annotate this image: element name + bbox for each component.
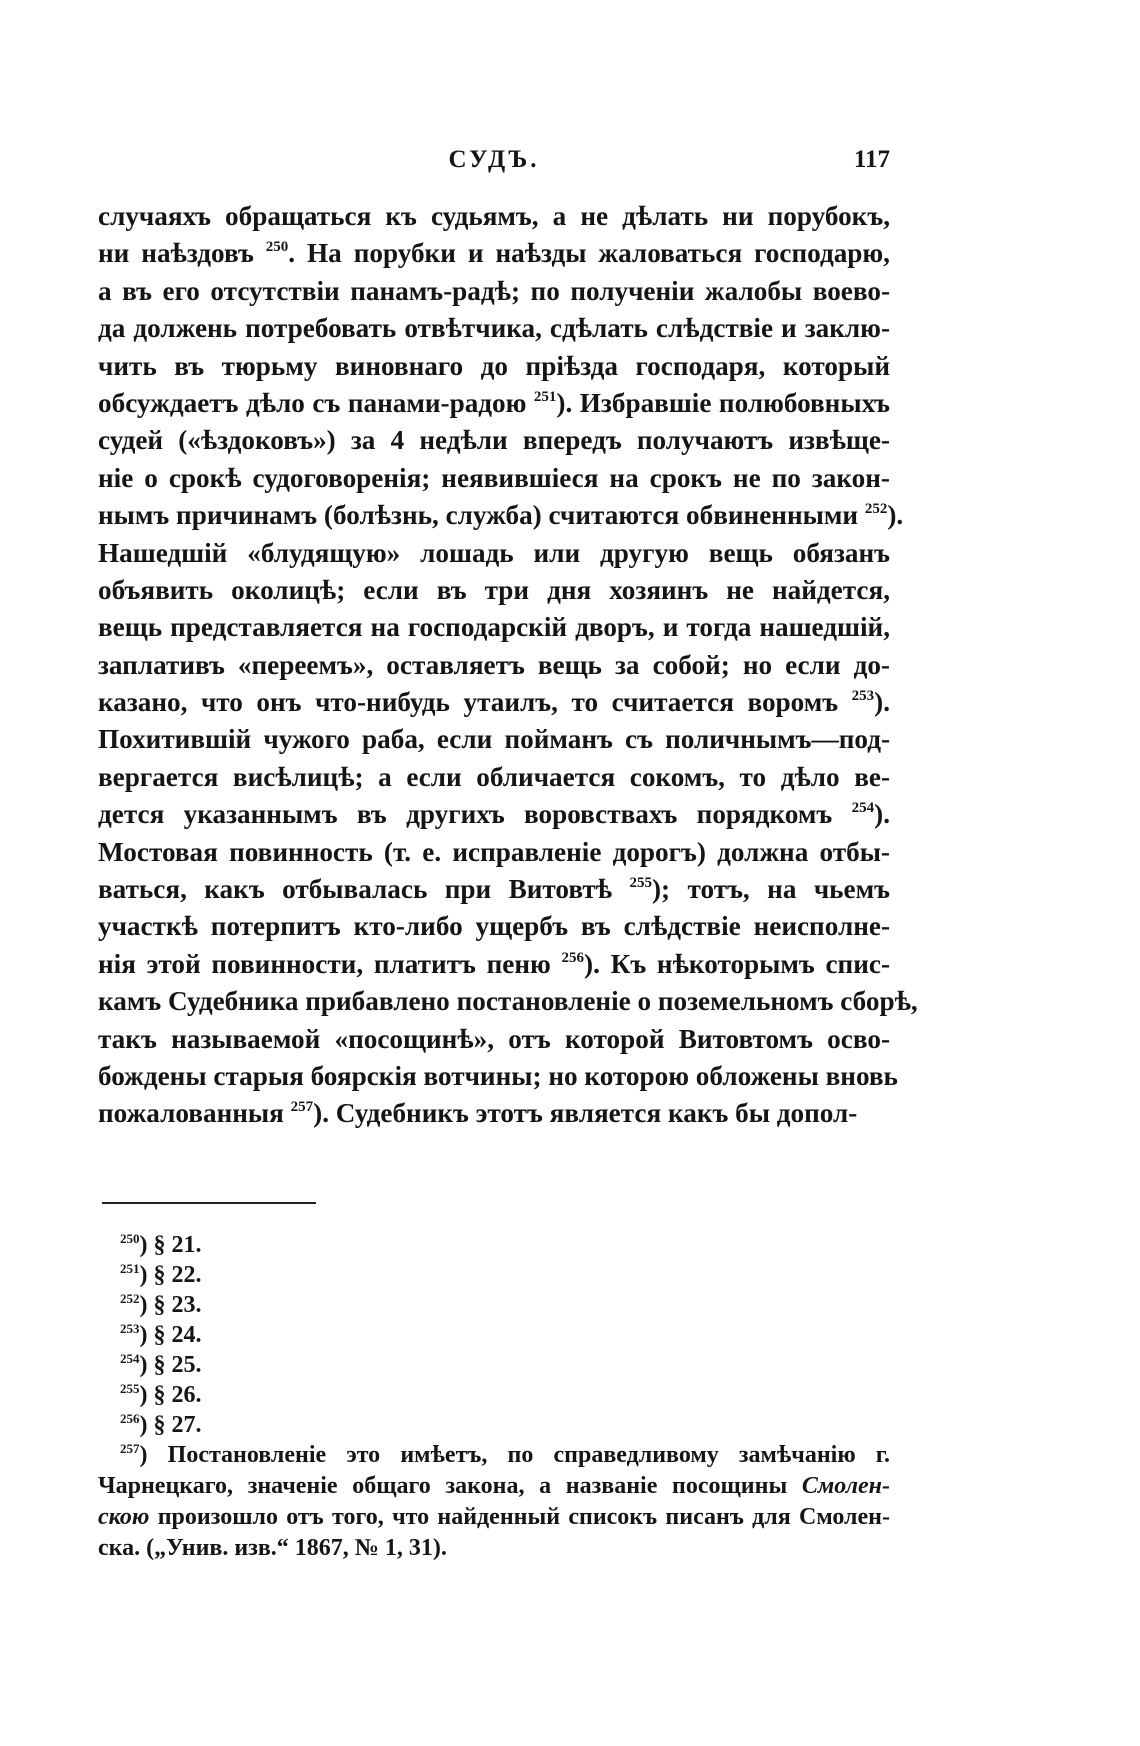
footnote-number: 255 (120, 1381, 140, 1396)
footnote (120, 1290, 202, 1320)
footnote (120, 1260, 202, 1290)
footnote-reference: 255 (629, 875, 652, 892)
body-text-segment: нія этой повинности, платитъ пеню (98, 948, 562, 979)
body-line: такъ называемой «посощинѣ», отъ которой Витовтомъ осво- (98, 1023, 890, 1054)
footnote-reference: 250 (265, 239, 289, 256)
footnote-text: Чарнецкаго, значеніе общаго закона, а названіе посощины (98, 1473, 802, 1499)
footnote-number: 256 (120, 1411, 140, 1426)
footnote (120, 1410, 202, 1440)
footnote-line (98, 1502, 890, 1533)
body-line: участкѣ потерпитъ кто-либо ущербъ въ слѣдствіе неисполне- (98, 911, 890, 942)
page-number: 117 (853, 146, 890, 173)
body-text-segment: ). (874, 687, 890, 718)
body-line (98, 1095, 890, 1132)
page-header (98, 146, 890, 186)
footnote-reference: 254 (851, 800, 875, 817)
footnote-italic-text: Смолен- (801, 1473, 890, 1499)
body-line: случаяхъ обращаться къ судьямъ, а не дѣлать ни порубокъ, (98, 201, 890, 231)
body-line: а въ его отсутствіи панамъ-радѣ; по полученіи жалобы воево- (98, 275, 890, 306)
body-line (98, 684, 890, 721)
body-line (98, 946, 890, 983)
footnote-number: 250 (120, 1231, 140, 1246)
body-line: бождены старыя боярскія вотчины; но которою обложены вновь (98, 1060, 898, 1091)
body-line: заплативъ «переемъ», оставляетъ вещь за собой; но если до- (98, 649, 890, 680)
footnotes-short-list (120, 1230, 202, 1440)
footnote-text: ) § 23. (139, 1292, 202, 1318)
body-line: ніе о срокѣ судоговоренія; неявившіеся на срокъ не по закон- (98, 462, 890, 493)
body-line: Мостовая повинность (т. е. исправленіе дорогъ) должна отбы- (98, 836, 890, 867)
body-text-segment: ). (887, 500, 904, 531)
running-title: СУДЪ. (448, 146, 540, 173)
body-text-segment: ваться, какъ отбывалась при Витовтѣ (98, 874, 630, 905)
footnote-number: 253 (120, 1321, 140, 1336)
body-line: судей («ѣздоковъ») за 4 недѣли впередъ получаютъ извѣще- (98, 425, 890, 456)
footnote-reference: 251 (533, 388, 557, 405)
footnote-reference: 256 (561, 949, 585, 966)
footnote-number: 251 (120, 1261, 140, 1276)
footnote-line (98, 1471, 890, 1502)
footnote-257 (98, 1440, 890, 1564)
body-text-segment: ни наѣздовъ (98, 238, 266, 269)
body-text-segment: дется указаннымъ въ другихъ воровствахъ порядкомъ (98, 799, 852, 830)
body-text-segment: казано, что онъ что-нибудь утаилъ, то считается воромъ (98, 687, 852, 718)
footnote-text: ) § 25. (139, 1352, 202, 1378)
body-line: Похитившій чужого раба, если пойманъ съ поличнымъ—под- (98, 724, 890, 755)
body-line: чить въ тюрьму виновнаго до пріѣзда господаря, который (98, 350, 890, 381)
footnote-line (98, 1440, 890, 1471)
footnote-italic-text: скою (98, 1504, 150, 1530)
body-line (98, 235, 890, 272)
footnote-separator (102, 1202, 316, 1204)
body-line: вергается висѣлицѣ; а если обличается сокомъ, то дѣло ве- (98, 761, 890, 792)
body-text-segment: нымъ причинамъ (болѣзнь, служба) считаются обвиненными (98, 500, 865, 531)
body-text-segment: . На порубки и наѣзды жаловаться господарю, (288, 238, 890, 269)
footnote-text: ) § 22. (139, 1262, 202, 1288)
body-line: да должень потребовать отвѣтчика, сдѣлать слѣдствіе и заклю- (98, 313, 890, 344)
footnote-text: ) § 27. (139, 1412, 202, 1438)
footnote (120, 1350, 202, 1380)
footnote-reference: 252 (864, 501, 888, 518)
footnote-number: 252 (120, 1291, 140, 1306)
body-line (98, 385, 890, 422)
footnote-text: ) Постановленіе это имѣетъ, по справедливому замѣчанію г. (139, 1442, 890, 1468)
footnote (120, 1320, 202, 1350)
footnote-line (98, 1533, 890, 1564)
body-text-segment: ). (874, 799, 890, 830)
body-line: вещь представляется на господарскій дворъ, и тогда нашедшій, (98, 612, 890, 643)
body-line (98, 796, 890, 833)
body-line: камъ Судебника прибавлено постановленіе о поземельномъ сборѣ, (98, 986, 918, 1017)
body-text (98, 198, 918, 1133)
body-line (98, 497, 904, 534)
footnote-text: ) § 21. (139, 1232, 202, 1258)
body-text-segment: пожалованныя (98, 1098, 291, 1129)
footnote-number: 254 (120, 1351, 140, 1366)
body-text-segment: ). Къ нѣкоторымъ спис- (584, 948, 891, 979)
body-text-segment: обсуждаетъ дѣло съ панами-радою (98, 387, 534, 418)
body-text-segment: ). Избравшіе полюбовныхъ (556, 387, 890, 418)
body-line (98, 871, 890, 908)
footnote-reference: 257 (290, 1099, 314, 1116)
body-text-segment: ). Судебникъ этотъ является какъ бы допол- (313, 1098, 858, 1129)
footnote-text: ) § 26. (139, 1382, 202, 1408)
footnote-text: ска. („Унив. изв.“ 1867, № 1, 31). (98, 1535, 447, 1561)
footnote-text: произошло отъ того, что найденный списокъ писанъ для Смолен- (149, 1504, 890, 1530)
body-text-segment: ); тотъ, на чьемъ (651, 874, 890, 905)
footnote (120, 1230, 202, 1260)
body-line: Нашедшій «блудящую» лошадь или другую вещь обязанъ (98, 537, 890, 568)
footnote-text: ) § 24. (139, 1322, 202, 1348)
footnote-reference: 253 (851, 688, 875, 705)
body-line: объявить околицѣ; если въ три дня хозяинъ не найдется, (98, 574, 890, 605)
footnote (120, 1380, 202, 1410)
footnote-number: 257 (120, 1441, 140, 1456)
